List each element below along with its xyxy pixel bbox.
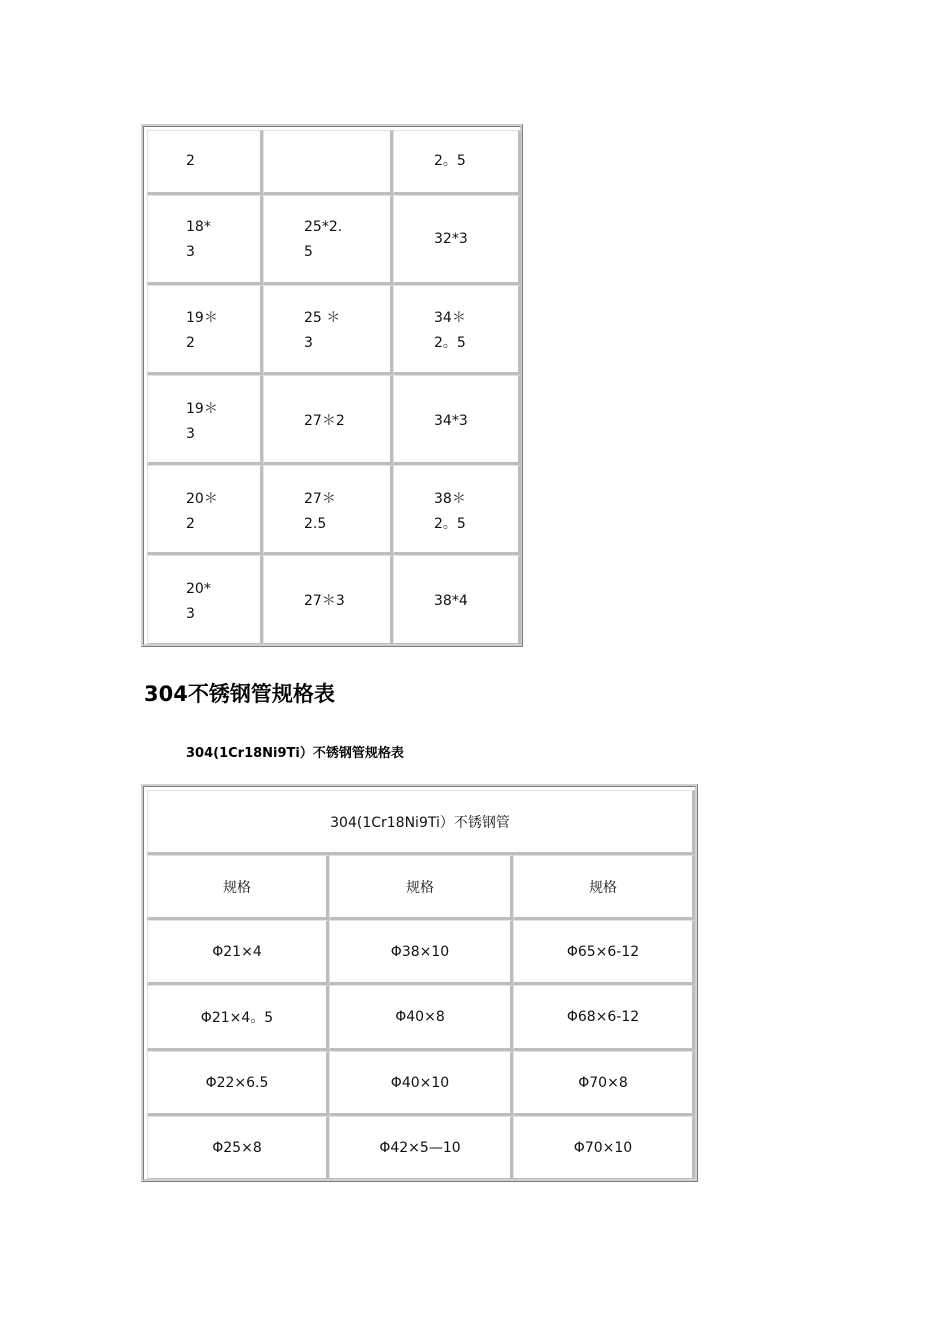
- cell-text: 32*3: [434, 231, 468, 247]
- cell-text: 20* 3: [186, 581, 211, 622]
- cell-text: 27＊ 2.5: [304, 491, 336, 532]
- column-header: 规格: [329, 855, 513, 920]
- table-cell: [263, 375, 393, 465]
- table-cell: [147, 375, 263, 465]
- table-cell: Φ21×4。5: [147, 985, 329, 1051]
- table-cell: [393, 195, 521, 285]
- section-heading: 304不锈钢管规格表: [144, 682, 335, 706]
- table-cell: Φ40×8: [329, 985, 513, 1051]
- column-header: 规格: [513, 855, 695, 920]
- cell-text: 38＊ 2。5: [434, 491, 466, 532]
- cell-text: 19＊ 2: [186, 310, 218, 351]
- table-cell: Φ70×10: [513, 1116, 695, 1179]
- spec-table-304: [141, 784, 698, 1182]
- table-cell: [263, 285, 393, 375]
- table-cell: [393, 555, 521, 644]
- table-cell: [147, 130, 263, 195]
- table-cell: Φ68×6-12: [513, 985, 695, 1051]
- cell-text: 2。5: [434, 153, 466, 169]
- cell-text: 2: [186, 153, 195, 169]
- table-cell: [263, 130, 393, 195]
- table-cell: Φ22×6.5: [147, 1051, 329, 1116]
- table-cell: [147, 195, 263, 285]
- table-cell: Φ65×6-12: [513, 920, 695, 985]
- table-cell: Φ42×5—10: [329, 1116, 513, 1179]
- cell-text: 20＊ 2: [186, 491, 218, 532]
- table-cell: [393, 375, 521, 465]
- table-cell: Φ25×8: [147, 1116, 329, 1179]
- table-cell: [393, 130, 521, 195]
- cell-text: 34*3: [434, 413, 468, 429]
- cell-text: 25*2. 5: [304, 219, 343, 260]
- column-header: 规格: [147, 855, 329, 920]
- table-cell: [147, 555, 263, 644]
- cell-text: 19＊ 3: [186, 401, 218, 442]
- cell-text: 25 ＊ 3: [304, 310, 341, 351]
- cell-text: 18* 3: [186, 219, 211, 260]
- table-cell: [147, 285, 263, 375]
- table-caption-cell: 304(1Cr18Ni9Ti）不锈钢管: [147, 790, 695, 855]
- table-cell: Φ70×8: [513, 1051, 695, 1116]
- table-cell: Φ40×10: [329, 1051, 513, 1116]
- table-cell: Φ38×10: [329, 920, 513, 985]
- table-cell: [263, 195, 393, 285]
- table-cell: Φ21×4: [147, 920, 329, 985]
- cell-text: 27＊3: [304, 593, 345, 609]
- table-cell: [263, 555, 393, 644]
- table-cell: [393, 285, 521, 375]
- table-cell: [393, 465, 521, 555]
- table-cell: [147, 465, 263, 555]
- table-title: 304(1Cr18Ni9Ti）不锈钢管规格表: [186, 746, 404, 761]
- spec-table-top: [141, 124, 523, 647]
- cell-text: 27＊2: [304, 413, 345, 429]
- cell-text: 34＊ 2。5: [434, 310, 466, 351]
- cell-text: 38*4: [434, 593, 468, 609]
- table-cell: [263, 465, 393, 555]
